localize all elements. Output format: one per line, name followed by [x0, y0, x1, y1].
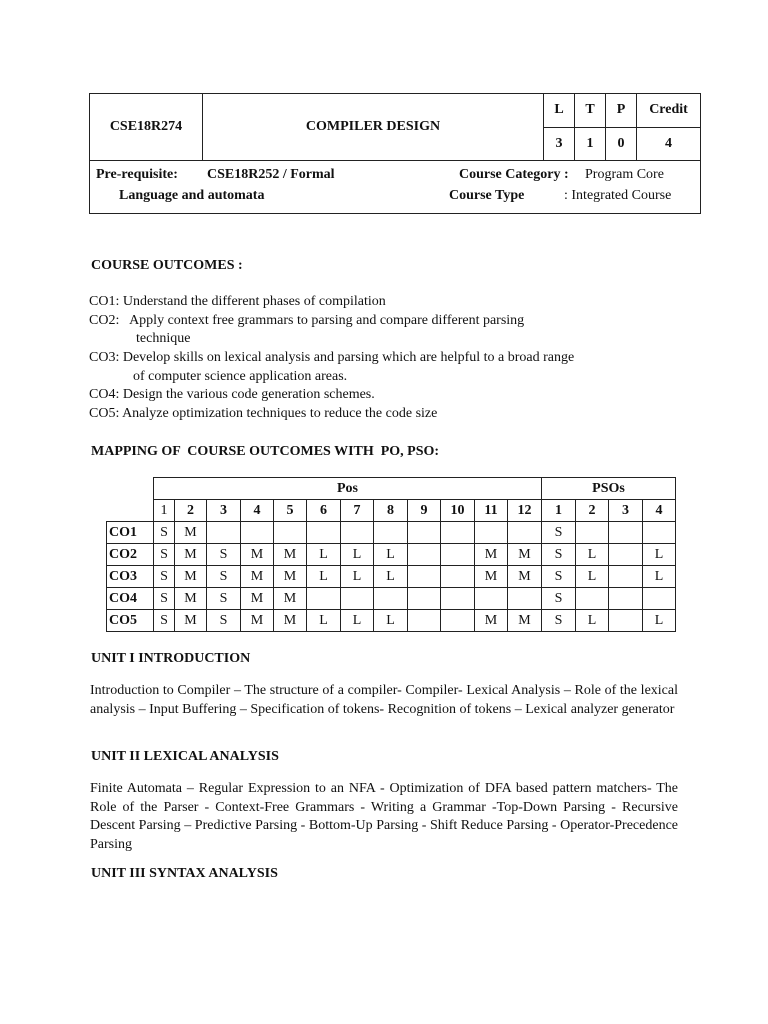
pso-column-3: 3: [609, 500, 643, 522]
po-column-3: 3: [207, 500, 241, 522]
ltp-value-p: 0: [606, 127, 637, 161]
course-code: CSE18R274: [90, 94, 203, 161]
mapping-cell: [341, 588, 374, 610]
mapping-cell: L: [643, 566, 676, 588]
po-column-5: 5: [274, 500, 307, 522]
mapping-cell: M: [241, 544, 274, 566]
mapping-cell: M: [175, 544, 207, 566]
mapping-cell: S: [154, 610, 175, 632]
mapping-cell: [475, 522, 508, 544]
outcome-line: of computer science application areas.: [133, 369, 348, 384]
po-column-4: 4: [241, 500, 274, 522]
mapping-cell: [609, 544, 643, 566]
ltp-value-credit: 4: [637, 127, 701, 161]
prerequisite-value-line1: CSE18R252 / Formal: [207, 167, 335, 182]
mapping-cell: M: [508, 610, 542, 632]
mapping-cell: M: [274, 610, 307, 632]
outcome-line: CO5: Analyze optimization techniques to reduce the code size: [89, 406, 438, 421]
mapping-cell: M: [241, 566, 274, 588]
pso-column-2: 2: [576, 500, 609, 522]
mapping-cell: [274, 522, 307, 544]
mapping-cell: L: [643, 544, 676, 566]
mapping-cell: L: [374, 610, 408, 632]
po-column-1: 1: [154, 500, 175, 522]
mapping-cell: S: [154, 566, 175, 588]
mapping-cell: [643, 588, 676, 610]
course-category-label: Course Category :: [459, 167, 569, 182]
mapping-cell: [408, 610, 441, 632]
outcome-line: CO2: Apply context free grammars to parsing and compare different parsing: [89, 313, 525, 328]
prerequisite-value-line2: Language and automata: [119, 188, 265, 203]
mapping-cell: M: [508, 566, 542, 588]
mapping-cell: L: [307, 610, 341, 632]
mapping-corner: [107, 478, 154, 500]
mapping-cell: M: [475, 610, 508, 632]
mapping-row: [107, 566, 676, 588]
mapping-row: [107, 522, 676, 544]
mapping-row-label: CO3: [107, 566, 154, 588]
ltp-header-p: P: [606, 94, 637, 128]
outcome-line: CO1: Understand the different phases of compilation: [89, 294, 386, 309]
mapping-cell: [307, 588, 341, 610]
mapping-cell: [441, 588, 475, 610]
mapping-cell: L: [341, 566, 374, 588]
mapping-row: [107, 544, 676, 566]
mapping-cell: M: [475, 544, 508, 566]
mapping-cell: [408, 588, 441, 610]
po-column-2: 2: [175, 500, 207, 522]
pso-column-4: 4: [643, 500, 676, 522]
course-header-table: [89, 93, 701, 214]
mapping-cell: M: [175, 588, 207, 610]
outcome-line: CO3: Develop skills on lexical analysis and parsing which are helpful to a broad range: [89, 350, 575, 365]
unit-2-body: Finite Automata – Regular Expression to an NFA - Optimization of DFA based pattern matchers- The Role of the Parser - Context-Free Grammars - Writing a Grammar -Top-Down Parsing - Recursive Descent Parsing – Predictive Parsing - Bottom-Up Parsing - Shift Reduce Parsing - Operator-Precedence Parsing: [90, 781, 678, 852]
mapping-cell: S: [542, 588, 576, 610]
pso-group-header: PSOs: [542, 478, 676, 500]
mapping-row-label: CO2: [107, 544, 154, 566]
mapping-cell: [609, 566, 643, 588]
mapping-cell: M: [475, 566, 508, 588]
mapping-cell: M: [274, 566, 307, 588]
mapping-cell: [576, 588, 609, 610]
mapping-cell: L: [307, 544, 341, 566]
course-type-label: Course Type: [449, 188, 525, 203]
mapping-cell: [576, 522, 609, 544]
unit-3-heading: UNIT III SYNTAX ANALYSIS: [91, 866, 278, 881]
mapping-cell: L: [374, 566, 408, 588]
ltp-value-l: 3: [544, 127, 575, 161]
mapping-cell: [374, 588, 408, 610]
mapping-cell: L: [576, 544, 609, 566]
mapping-cell: [508, 588, 542, 610]
pso-column-1: 1: [542, 500, 576, 522]
mapping-cell: S: [542, 544, 576, 566]
mapping-cell: [441, 544, 475, 566]
ltp-header-credit: Credit: [637, 94, 701, 128]
ltp-value-t: 1: [575, 127, 606, 161]
course-type-value: : Integrated Course: [564, 188, 672, 203]
mapping-cell: L: [341, 544, 374, 566]
mapping-cell: L: [576, 610, 609, 632]
mapping-cell: [374, 522, 408, 544]
mapping-cell: [408, 544, 441, 566]
mapping-cell: [408, 522, 441, 544]
mapping-row: [107, 610, 676, 632]
prerequisite-label: Pre-requisite:: [96, 167, 178, 182]
outcome-line: CO4: Design the various code generation schemes.: [89, 387, 375, 402]
mapping-cell: L: [307, 566, 341, 588]
mapping-cell: M: [274, 588, 307, 610]
mapping-cell: [475, 588, 508, 610]
mapping-cell: M: [175, 566, 207, 588]
mapping-cell: L: [643, 610, 676, 632]
mapping-cell: [609, 610, 643, 632]
course-category-value: Program Core: [585, 167, 664, 182]
mapping-cell: S: [207, 566, 241, 588]
mapping-cell: M: [241, 588, 274, 610]
mapping-cell: [441, 522, 475, 544]
po-column-8: 8: [374, 500, 408, 522]
mapping-cell: S: [154, 522, 175, 544]
mapping-cell: S: [154, 544, 175, 566]
mapping-row-label: CO5: [107, 610, 154, 632]
mapping-heading: MAPPING OF COURSE OUTCOMES WITH PO, PSO:: [91, 444, 440, 459]
mapping-cell: [609, 588, 643, 610]
course-title: COMPILER DESIGN: [203, 94, 544, 161]
mapping-cell: [408, 566, 441, 588]
po-group-header: Pos: [154, 478, 542, 500]
mapping-cell: S: [207, 610, 241, 632]
course-outcomes-heading: COURSE OUTCOMES :: [91, 258, 243, 273]
course-info-row: [90, 161, 701, 214]
mapping-cell: S: [207, 588, 241, 610]
mapping-row-label: CO4: [107, 588, 154, 610]
co-po-mapping-table: [106, 477, 676, 632]
mapping-cell: L: [341, 610, 374, 632]
mapping-cell: [307, 522, 341, 544]
mapping-cell: [241, 522, 274, 544]
po-column-9: 9: [408, 500, 441, 522]
mapping-cell: M: [508, 544, 542, 566]
unit-1-body: Introduction to Compiler – The structure of a compiler- Compiler- Lexical Analysis – Role of the lexical analysis – Input Buffering – Specification of tokens- Recognition of tokens – Lexical analyzer generator: [90, 683, 678, 717]
mapping-cell: M: [175, 522, 207, 544]
unit-1-heading: UNIT I INTRODUCTION: [91, 651, 251, 666]
mapping-cell: S: [154, 588, 175, 610]
mapping-cell: [508, 522, 542, 544]
mapping-corner: [107, 500, 154, 522]
mapping-cell: S: [542, 522, 576, 544]
po-column-12: 12: [508, 500, 542, 522]
unit-2-heading: UNIT II LEXICAL ANALYSIS: [91, 749, 279, 764]
mapping-cell: [643, 522, 676, 544]
ltp-header-l: L: [544, 94, 575, 128]
mapping-cell: S: [207, 544, 241, 566]
po-column-10: 10: [441, 500, 475, 522]
po-column-11: 11: [475, 500, 508, 522]
mapping-cell: L: [374, 544, 408, 566]
mapping-cell: [207, 522, 241, 544]
mapping-cell: L: [576, 566, 609, 588]
mapping-cell: M: [175, 610, 207, 632]
mapping-row-label: CO1: [107, 522, 154, 544]
outcome-line: technique: [136, 331, 191, 346]
mapping-cell: M: [274, 544, 307, 566]
mapping-cell: [609, 522, 643, 544]
mapping-cell: S: [542, 566, 576, 588]
mapping-cell: [341, 522, 374, 544]
mapping-cell: [441, 610, 475, 632]
mapping-cell: [441, 566, 475, 588]
mapping-cell: M: [241, 610, 274, 632]
po-column-6: 6: [307, 500, 341, 522]
po-column-7: 7: [341, 500, 374, 522]
mapping-cell: S: [542, 610, 576, 632]
ltp-header-t: T: [575, 94, 606, 128]
mapping-row: [107, 588, 676, 610]
